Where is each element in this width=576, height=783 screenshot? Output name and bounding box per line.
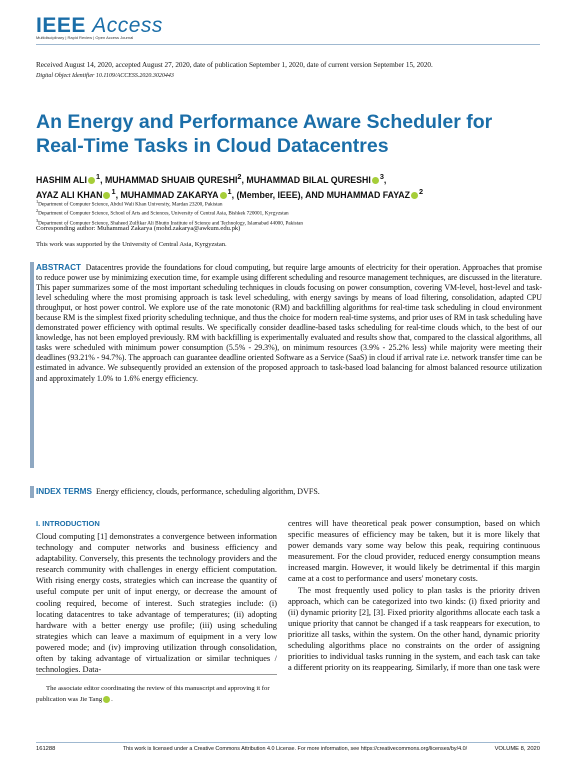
index-terms-label: INDEX TERMS bbox=[36, 487, 92, 496]
author-list: HASHIM ALI $^1$, MUHAMMAD SHUAIB QURESHI$^2$, MUHAMMAD BILAL QURESHI $^3$, AYAZ ALI KHAN $^1$, MUHAMMAD ZAKARYA $^1$, (Member, IEEE), AND MUHAMMAD FAYAZ $^2$ bbox=[36, 172, 424, 200]
author-name: , MUHAMMAD SHUAIB QURESHI bbox=[100, 174, 238, 185]
orcid-icon[interactable] bbox=[220, 192, 227, 199]
orcid-icon[interactable] bbox=[103, 696, 110, 703]
orcid-icon[interactable] bbox=[411, 192, 418, 199]
volume-label: VOLUME 8, 2020 bbox=[494, 746, 540, 752]
logo-access: Access bbox=[92, 14, 163, 37]
author-affil: 1 bbox=[227, 186, 232, 196]
author-affil: 2 bbox=[419, 186, 424, 196]
corresponding-author: Corresponding author: Muhammad Zakarya (mohd.zakarya@awkum.edu.pk) bbox=[36, 225, 241, 232]
footnote-rule bbox=[36, 674, 277, 675]
abstract-label: ABSTRACT bbox=[36, 263, 82, 272]
paragraph: centres will have theoretical peak power consumption, based on which specific measures of efficiency may be taken, but it is more likely that power demands vary some way below this peak, requiring continuous measurement. For the cloud provider, reduced energy consumption means increased margin. However, it would likely be detrimental if this margin came at a cost to performance and users' monetary costs. bbox=[288, 519, 540, 584]
logo-ieee: IEEE bbox=[36, 14, 86, 37]
body-column-left bbox=[36, 531, 277, 675]
paragraph: The most frequently used policy to plan tasks is the priority driven approach, which can be categorized into two kinds: (i) fixed priority and (ii) dynamic priority [2], [3]. Fixed priority algorithms allocate each task a unique priority that cannot be changed if a task reappears for execution, to prioritize all tasks, within the system. On the other hand, dynamic priority scheduling algorithms place no constraints on the order of assigning priorities to individual tasks running in the system, and each task can take a different priority on its reappearing. Similarly, if more than one task were bbox=[288, 585, 540, 673]
author-name: HASHIM ALI bbox=[36, 174, 87, 185]
author-affil: 2 bbox=[237, 172, 242, 181]
orcid-icon[interactable] bbox=[88, 177, 95, 184]
doi: Digital Object Identifier 10.1109/ACCESS.2020.3020443 bbox=[36, 73, 174, 79]
index-terms-text: Energy efficiency, clouds, performance, scheduling algorithm, DVFS. bbox=[95, 487, 320, 496]
received-dates: Received August 14, 2020, accepted August 27, 2020, date of publication September 1, 2020, date of current version September 15, 2020. bbox=[36, 61, 433, 69]
header-rule bbox=[36, 44, 540, 45]
author-name: AYAZ ALI KHAN bbox=[36, 189, 103, 200]
section-heading: I. INTRODUCTION bbox=[36, 519, 100, 528]
footer-rule bbox=[36, 742, 540, 743]
author-affil: 1 bbox=[96, 172, 101, 181]
funding-note: This work was supported by the University of Central Asia, Kyrgyzstan. bbox=[36, 241, 227, 248]
affiliation-item: $^2$Department of Computer Science, School of Arts and Sciences, University of Central Asia, Bishkek 720001, Kyrgyzstan bbox=[36, 208, 289, 218]
author-name: , MUHAMMAD BILAL QURESHI bbox=[241, 174, 371, 185]
orcid-icon[interactable] bbox=[372, 177, 379, 184]
page-number: 161288 bbox=[36, 746, 56, 752]
license-note[interactable]: This work is licensed under a Creative Commons Attribution 4.0 License. For more information, see https://creativecommons.org/licenses/by/4.0/ bbox=[122, 746, 468, 752]
author-name: , MUHAMMAD ZAKARYA bbox=[115, 189, 219, 200]
author-affil: 3 bbox=[379, 172, 384, 181]
abstract bbox=[36, 263, 542, 384]
index-terms bbox=[36, 487, 540, 496]
abstract-text: Datacentres provide the foundations for cloud computing, but require large amounts of electricity for their operation. Approaches that promise to reduce power use by minimizing execution time, for example using different scheduling and resource management techniques, are discussed in the literature. This paper summarizes some of the most important scheduling techniques in clouds focusing on power consumption, covering VM-level, host-level and task-level scheduling where the most promising approach is task level scheduling, with energy savings by means of load filtering, consolidation, adapted CPU throughput, or host power control. We explore use of the rate monotonic (RM) and backfilling algorithms for real-time task scheduling in cloud environment because RM is the simplest fixed priority scheduling technique, and thus the choice for modern real-time systems, and prior uses of RM in task scheduling have demonstrated power efficiency with optimal results. We specifically consider deadline-based tasks scheduling for real-time clouds which, to the best of our knowledge, has not been employed previously. RM with backfilling is experimentally evaluated and results show that, compared to the classical algorithms, all tasks were scheduled with minimum power consumption (5.5% - 29.3%), on minimum resources (3.9% - 25.2% less) while majority were meeting their deadlines (93.21% - 94.7%). The approach can guarantee deadline oriented Software as a Service (SaaS) in cloud if arrival rate i.e. network transfer time can be estimated in advance. We subsequently provided an extension of the proposed approach to task-based load balancing for almost balanced resource utilization and approximately 1.0% to 1.6% energy efficiency. bbox=[36, 263, 542, 383]
affiliation-item: $^3$Department of Computer Science, Shaheed Zulfikar Ali Bhutto Institute of Science and Technology, Islamabad 44000, Pakistan bbox=[36, 217, 304, 227]
logo-subtitle: Multidisciplinary | Rapid Review | Open Access Journal bbox=[36, 35, 134, 40]
index-bar bbox=[30, 486, 34, 498]
paper-title: An Energy and Performance Aware Scheduler for Real-Time Tasks in Cloud Datacentres bbox=[36, 111, 493, 157]
affiliation-item: $^1$Department of Computer Science, Abdul Wali Khan University, Mardan 23200, Pakistan bbox=[36, 199, 223, 208]
author-affil: 1 bbox=[111, 186, 116, 196]
body-column-right bbox=[288, 518, 540, 673]
author-name: , (Member, IEEE), AND MUHAMMAD FAYAZ bbox=[231, 189, 410, 200]
affiliations bbox=[36, 199, 540, 227]
abstract-bar bbox=[30, 262, 34, 468]
paragraph: Cloud computing [1] demonstrates a convergence between information technology and computer networks and business efficiency and adaptability. Conversely, this presents the technology providers and the research community with challenges in energy efficient computation. With rising energy costs, strategies which can increase the quantity of useful compute per unit of input energy, or decrease the amount of cooling required, become of interest. Such strategies include: (i) locating datacentres to take advantage of temperatures; (ii) adopting hardware with a better energy use profile; (iii) using scheduling strategies which can leave a maximum of equipment in a very low powered mode; and (iv) improving utilization through consolidation, often by taking advantage of virtualization or similar techniques / technologies. Data- bbox=[36, 532, 277, 675]
editor-footnote: The associate editor coordinating the review of this manuscript and approving it for publication was Jie Tang . bbox=[36, 685, 270, 703]
orcid-icon[interactable] bbox=[103, 192, 110, 199]
